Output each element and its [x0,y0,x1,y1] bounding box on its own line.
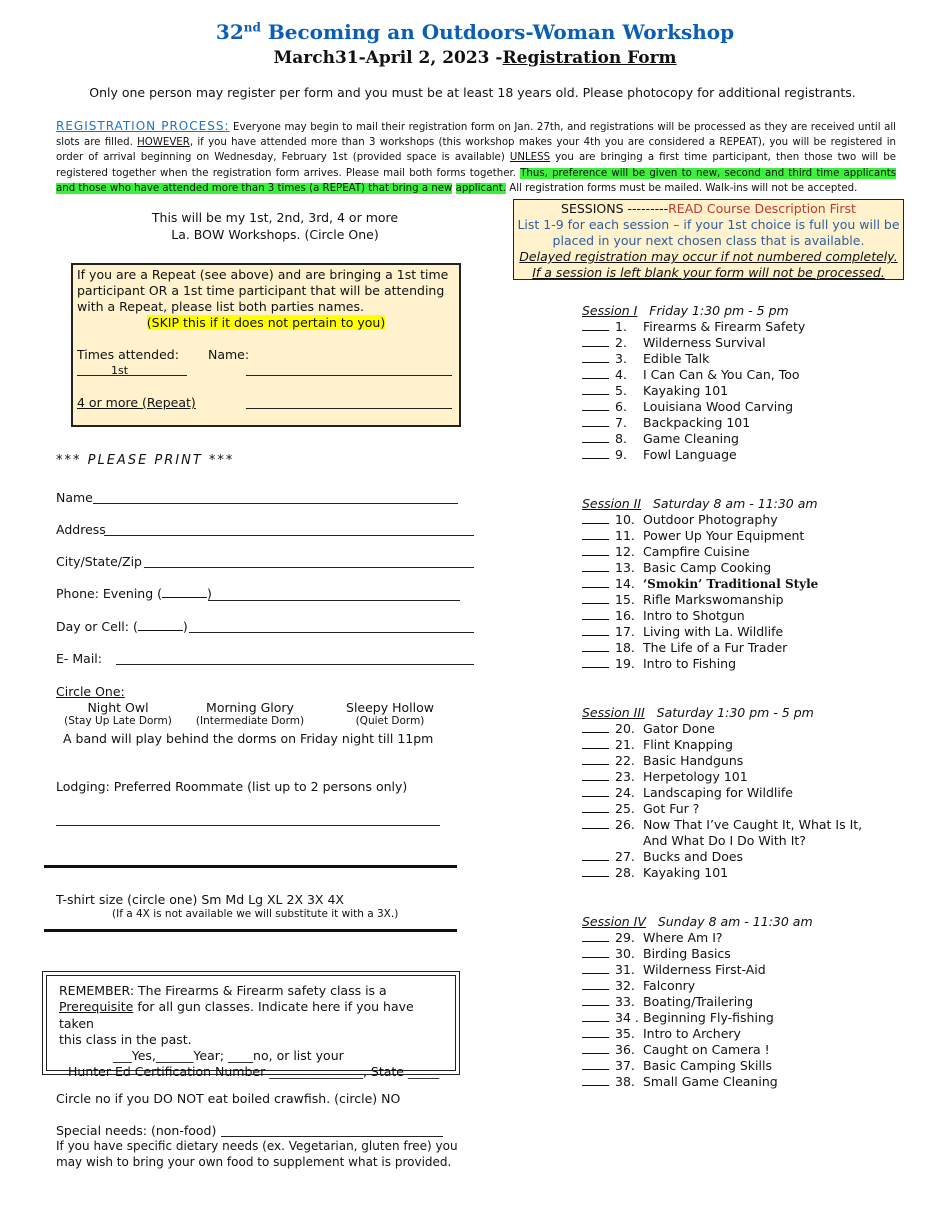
rank-field[interactable] [582,978,609,990]
rank-field[interactable] [582,319,609,331]
session-class-item[interactable]: 21. Flint Knapping [582,737,733,753]
rank-field[interactable] [582,801,609,813]
repeat-label: 4 or more (Repeat) [77,395,196,410]
email-label: E- Mail: [56,651,102,666]
name-label: Name [56,490,93,505]
session-heading: Session I Friday 1:30 pm - 5 pm [582,303,789,318]
session-class-item[interactable]: 22. Basic Handguns [582,753,743,769]
email-field[interactable] [116,664,474,665]
session-class-item[interactable]: 3. Edible Talk [582,351,709,367]
divider [44,929,457,932]
skip-note: (SKIP this if it does not pertain to you) [146,315,386,330]
rank-field[interactable] [582,1058,609,1070]
rank-field[interactable] [582,335,609,347]
session-class-item[interactable]: 26. Now That I’ve Caught It, What Is It, [582,817,862,833]
workshop-count-circle[interactable]: This will be my 1st, 2nd, 3rd, 4 or more La. BOW Workshops. (Circle One) [151,210,399,242]
rank-field[interactable] [582,753,609,765]
band-note: A band will play behind the dorms on Friday night till 11pm [63,731,434,746]
session-class-item[interactable]: 37. Basic Camping Skills [582,1058,772,1074]
remember-box: REMEMBER: The Firearms & Firearm safety class is a Prerequisite for all gun classes. Indicate here if you have taken this class in the past. ___Yes,______Year; ____no, or list your Hunter Ed Certification Number _______________, State _____ [42,971,460,1075]
rank-field[interactable] [582,544,609,556]
lodging-label: Lodging: Preferred Roommate (list up to 2 persons only) [56,779,408,794]
rank-field[interactable] [582,721,609,733]
rank-field[interactable] [582,512,609,524]
name-label: Name: [208,347,250,362]
rank-field[interactable] [582,737,609,749]
session-class-item[interactable]: 27. Bucks and Does [582,849,743,865]
session-class-item[interactable]: 24. Landscaping for Wildlife [582,785,793,801]
crawfish-question[interactable]: Circle no if you DO NOT eat boiled crawfish. (circle) NO [56,1091,401,1106]
session-class-item[interactable]: 38. Small Game Cleaning [582,1074,778,1090]
first-name-field[interactable] [246,375,452,376]
rank-field[interactable] [582,351,609,363]
city-field[interactable] [144,567,474,568]
session-class-item[interactable]: 23. Herpetology 101 [582,769,748,785]
firearm-class-taken[interactable]: ___Yes,______Year; ____no, or list your [113,1048,344,1064]
session-class-item[interactable]: 6. Louisiana Wood Carving [582,399,793,415]
session-class-item[interactable]: 8. Game Cleaning [582,431,739,447]
rank-field[interactable] [582,576,609,588]
session-class-item[interactable]: 15. Rifle Markswomanship [582,592,784,608]
session-class-item[interactable]: 9. Fowl Language [582,447,737,463]
session-class-item[interactable]: 7. Backpacking 101 [582,415,750,431]
please-print: *** PLEASE PRINT *** [56,453,235,468]
rank-field[interactable] [582,1074,609,1086]
session-class-item[interactable]: 14. ‘Smokin’ Traditional Style [582,576,818,592]
tshirt-note: (If a 4X is not available we will substitute it with a 3X.) [112,908,399,920]
dorm-night-owl[interactable]: Night Owl (Stay Up Late Dorm) [64,700,172,727]
rank-field[interactable] [582,994,609,1006]
day-phone-field[interactable] [189,632,474,633]
rank-field[interactable] [582,1042,609,1054]
rank-field[interactable] [582,865,609,877]
form-name: Registration Form [502,48,677,68]
session-class-item[interactable]: 31. Wilderness First-Aid [582,962,766,978]
session-class-item[interactable]: 32. Falconry [582,978,695,994]
rank-field[interactable] [582,930,609,942]
intro-text: Only one person may register per form and you must be at least 18 years old. Please photocopy for additional registrants. [89,85,856,100]
session-class-item[interactable]: 36. Caught on Camera ! [582,1042,770,1058]
rank-field[interactable] [582,560,609,572]
rank-field[interactable] [582,849,609,861]
rank-field[interactable] [582,367,609,379]
dorm-morning-glory[interactable]: Morning Glory (Intermediate Dorm) [195,700,305,727]
special-needs-label: Special needs: (non-food) [56,1123,217,1138]
divider [44,865,457,868]
rank-field[interactable] [582,946,609,958]
session-class-item[interactable]: 29. Where Am I? [582,930,723,946]
rank-field[interactable] [582,415,609,427]
rank-field[interactable] [582,656,609,668]
dietary-note-2: may wish to bring your own food to supplement what is provided. [56,1155,452,1169]
session-class-item[interactable]: 5. Kayaking 101 [582,383,728,399]
times-attended-label: Times attended: [77,347,179,362]
session-class-item[interactable]: 2. Wilderness Survival [582,335,766,351]
session-class-item[interactable]: 12. Campfire Cuisine [582,544,750,560]
session-class-item[interactable]: 16. Intro to Shotgun [582,608,745,624]
name-field[interactable] [93,503,458,504]
special-needs-field[interactable] [221,1136,443,1137]
hunter-ed-number[interactable]: Hunter Ed Certification Number _______________, State _____ [68,1064,440,1080]
session-class-item[interactable]: 10. Outdoor Photography [582,512,778,528]
first-time-field[interactable] [77,375,187,376]
session-class-item[interactable]: 33. Boating/Trailering [582,994,753,1010]
session-class-item[interactable]: 1. Firearms & Firearm Safety [582,319,805,335]
day-phone-label: Day or Cell: ( ) [56,619,188,634]
rank-field[interactable] [582,817,609,829]
city-label: City/State/Zip [56,554,142,569]
rank-field[interactable] [582,785,609,797]
dorm-sleepy-hollow[interactable]: Sleepy Hollow (Quiet Dorm) [346,700,434,727]
workshop-title: 32nd Becoming an Outdoors-Woman Workshop [215,20,735,44]
rank-field[interactable] [582,592,609,604]
workshop-dates: March31-April 2, 2023 -Registration Form [273,48,677,68]
session-class-item: And What Do I Do With It? [643,833,806,848]
address-field[interactable] [104,535,474,536]
rank-field[interactable] [582,399,609,411]
first-time-label: 1st [111,364,129,377]
session-class-item[interactable]: 35. Intro to Archery [582,1026,741,1042]
session-heading: Session II Saturday 8 am - 11:30 am [582,496,818,511]
circle-one-label: Circle One: [56,684,125,699]
rank-field[interactable] [582,962,609,974]
rank-field[interactable] [582,1010,609,1022]
session-heading: Session IV Sunday 8 am - 11:30 am [582,914,813,929]
dietary-note-1: If you have specific dietary needs (ex. Vegetarian, gluten free) you [56,1139,458,1153]
rank-field[interactable] [582,1026,609,1038]
rank-field[interactable] [582,528,609,540]
rank-field[interactable] [582,383,609,395]
session-class-item[interactable]: 20. Gator Done [582,721,715,737]
session-class-item[interactable]: 13. Basic Camp Cooking [582,560,771,576]
roommate-field[interactable] [56,825,440,826]
repeat-name-field[interactable] [246,408,452,409]
session-class-item[interactable]: 28. Kayaking 101 [582,865,728,881]
phone-label: Phone: Evening ( ) [56,586,212,601]
sessions-instructions: SESSIONS ---------READ Course Description First List 1-9 for each session – if your 1st choice is full you will be placed in your next chosen class that is available. Delayed registration may occur if not numbered completely. If a session is left blank your form will not be processed. [513,199,904,280]
rank-field[interactable] [582,624,609,636]
evening-phone-field[interactable] [208,600,460,601]
session-class-item[interactable]: 25. Got Fur ? [582,801,699,817]
address-label: Address [56,522,106,537]
session-class-item[interactable]: 17. Living with La. Wildlife [582,624,783,640]
registration-process: REGISTRATION PROCESS: Everyone may begin to mail their registration form on Jan. 27th, and registrations will be processed as they are received until all slots are filled. HOWEVER, if you have attended more than 3 workshops (this workshop makes your 4th you are considered a REPEAT), you will be registered in order of arrival beginning on Wednesday, February 1st (provided space is available) UNLESS you are bringing a first time participant, then those two will be registered together when the registration form arrives. Please mail both forms together. Thus, preference will be given to new, second and third time applicants and those who have attended more than 3 times (a REPEAT) that bring a new applicant. All registration forms must be mailed. Walk-ins will not be accepted. [56,119,896,194]
session-class-item[interactable]: 11. Power Up Your Equipment [582,528,804,544]
tshirt-size[interactable]: T-shirt size (circle one) Sm Md Lg XL 2X 3X 4X [56,892,344,907]
session-class-item[interactable]: 19. Intro to Fishing [582,656,736,672]
session-heading: Session III Saturday 1:30 pm - 5 pm [582,705,814,720]
rank-field[interactable] [582,769,609,781]
rank-field[interactable] [582,640,609,652]
repeat-box: If you are a Repeat (see above) and are bringing a 1st time participant OR a 1st time participant that will be attending with a Repeat, please list both parties names. (SKIP this if it does not pertain to you) Times attended: Name: 1st 4 or more (Repeat) [71,263,461,427]
session-class-item[interactable]: 18. The Life of a Fur Trader [582,640,787,656]
session-class-item[interactable]: 34 . Beginning Fly-fishing [582,1010,774,1026]
rank-field[interactable] [582,608,609,620]
session-class-item[interactable]: 30. Birding Basics [582,946,731,962]
rank-field[interactable] [582,447,609,459]
session-class-item[interactable]: 4. I Can Can & You Can, Too [582,367,800,383]
rank-field[interactable] [582,431,609,443]
